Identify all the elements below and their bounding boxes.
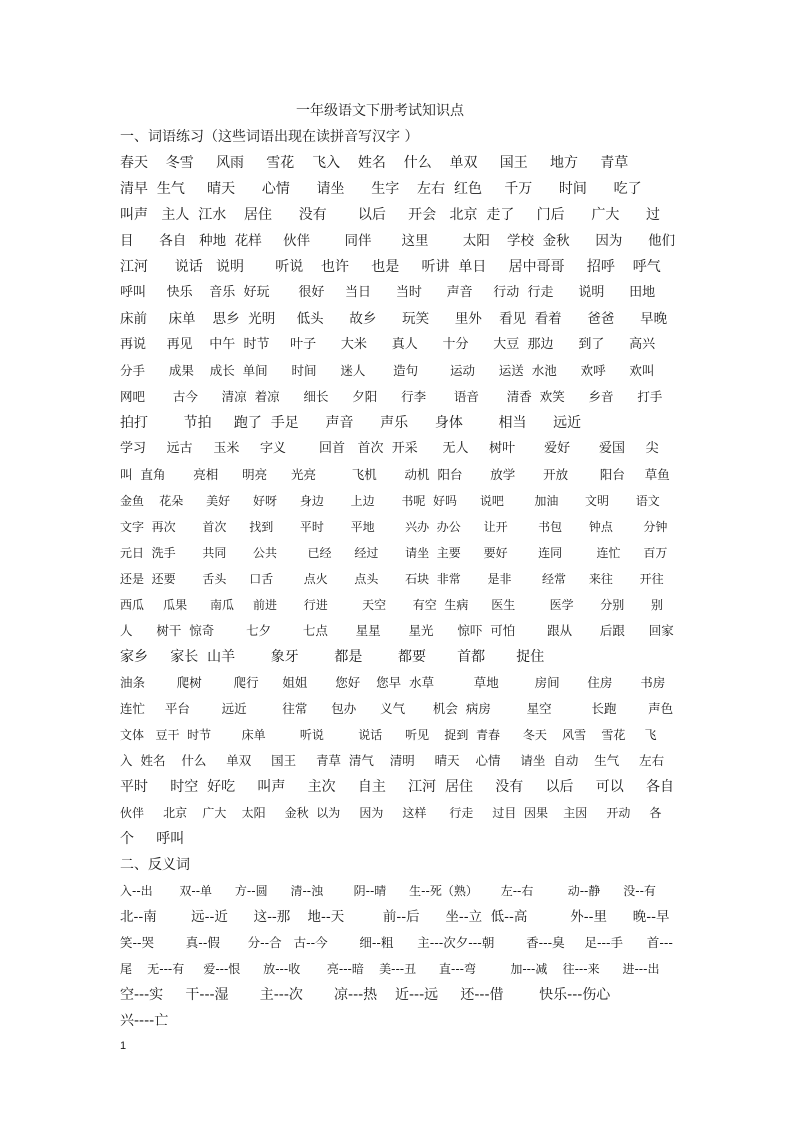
text-line: 拍打 节拍 跑了 手足 声音 声乐 身体 相当 远近 — [120, 415, 582, 431]
text-line: 人 树干 惊奇 七夕 七点 星星 星光 惊吓 可怕 跟从 后跟 回家 — [120, 623, 674, 638]
text-line: 入--出 双--单 方--圆 清--浊 阴--晴 生--死（熟） 左--右 动--静 没--有 — [120, 884, 656, 898]
text-line: 还是 还要 舌头 口舌 点火 点头 石块 非常 是非 经常 来往 开往 — [120, 572, 664, 586]
section-heading-word-practice: 一、词语练习（这些词语出现在读拼音写汉字 ） — [120, 129, 419, 145]
text-line: 清早 生气 晴天 心情 请坐 生字 左右 红色 千万 时间 吃了 — [120, 181, 642, 197]
text-line: 文体 豆干 时节 床单 听说 说话 听见 捉到 青春 冬天 风雪 雪花 飞 — [120, 728, 657, 742]
text-line: 兴----亡 — [120, 1013, 169, 1029]
text-line: 目 各自 种地 花样 伙伴 同伴 这里 太阳 学校 金秋 因为 他们 — [120, 233, 675, 249]
text-line: 伙伴 北京 广大 太阳 金秋 以为 因为 这样 行走 过目 因果 主因 开动 各 — [120, 806, 662, 820]
page-number: 1 — [120, 1040, 127, 1052]
text-line: 学习 远古 玉米 字义 回首 首次 开采 无人 树叶 爱好 爱国 尖 — [120, 441, 659, 456]
text-line: 西瓜 瓜果 南瓜 前进 行进 天空 有空 生病 医生 医学 分别 别 — [120, 598, 664, 612]
text-line: 叫 直角 亮相 明亮 光亮 飞机 动机 阳台 放学 开放 阳台 草鱼 — [120, 467, 670, 482]
text-line: 元日 洗手 共同 公共 已经 经过 请坐 主要 要好 连同 连忙 百万 — [120, 546, 668, 560]
text-line: 入 姓名 什么 单双 国王 青草 清气 清明 晴天 心情 请坐 自动 生气 左右 — [120, 753, 665, 768]
text-line: 笑--哭 真--假 分--合 古--今 细--粗 主---次夕---朝 香---臭 足---手 首--- — [120, 935, 673, 950]
text-line: 金鱼 花朵 美好 好呀 身边 上边 书呢 好吗 说吧 加油 文明 语文 — [120, 494, 660, 508]
text-line: 空---实 干---湿 主---次 凉---热 近---远 还---借 快乐---伤心 — [120, 987, 611, 1003]
text-line: 春天 冬雪 风雨 雪花 飞入 姓名 什么 单双 国王 地方 青草 — [120, 155, 629, 171]
page-title: 一年级语文下册考试知识点 — [296, 103, 464, 119]
text-line: 北--南 远--近 这--那 地--天 前--后 坐--立 低--高 外--里 晚--早 — [120, 909, 670, 925]
text-line: 文字 再次 首次 找到 平时 平地 兴办 办公 让开 书包 钟点 分钟 — [120, 520, 668, 534]
text-line: 平时 时空 好吃 叫声 主次 自主 江河 居住 没有 以后 可以 各自 — [120, 779, 675, 795]
text-line: 床前 床单 思乡 光明 低头 故乡 玩笑 里外 看见 看着 爸爸 早晚 — [120, 311, 668, 327]
text-line: 叫声 主人 江水 居住 没有 以后 开会 北京 走了 门后 广大 过 — [120, 207, 661, 223]
section-heading-antonyms: 二、反义词 — [120, 857, 190, 873]
text-line: 分手 成果 成长 单间 时间 迷人 造句 运动 运送 水池 欢呼 欢叫 — [120, 363, 655, 378]
text-line: 再说 再见 中午 时节 叶子 大米 真人 十分 大豆 那边 到了 高兴 — [120, 337, 656, 352]
text-line: 尾 无---有 爱---恨 放---收 亮---暗 美---丑 直---弯 加---减 往---来 进---出 — [120, 962, 660, 976]
text-line: 网吧 古今 清凉 着凉 细长 夕阳 行李 语音 清香 欢笑 乡音 打手 — [120, 389, 663, 404]
text-line: 江河 说话 说明 听说 也许 也是 听讲 单日 居中哥哥 招呼 呼气 — [120, 259, 661, 275]
text-line: 呼叫 快乐 音乐 好玩 很好 当日 当时 声音 行动 行走 说明 田地 — [120, 285, 656, 300]
text-line: 个 呼叫 — [120, 831, 185, 847]
text-line: 家乡 家长 山羊 象牙 都是 都要 首都 捉住 — [120, 649, 545, 665]
text-line: 油条 爬树 爬行 姐姐 您好 您早 水草 草地 房间 住房 书房 — [120, 675, 666, 690]
text-line: 连忙 平台 远近 往常 包办 义气 机会 病房 星空 长跑 声色 — [120, 701, 674, 716]
